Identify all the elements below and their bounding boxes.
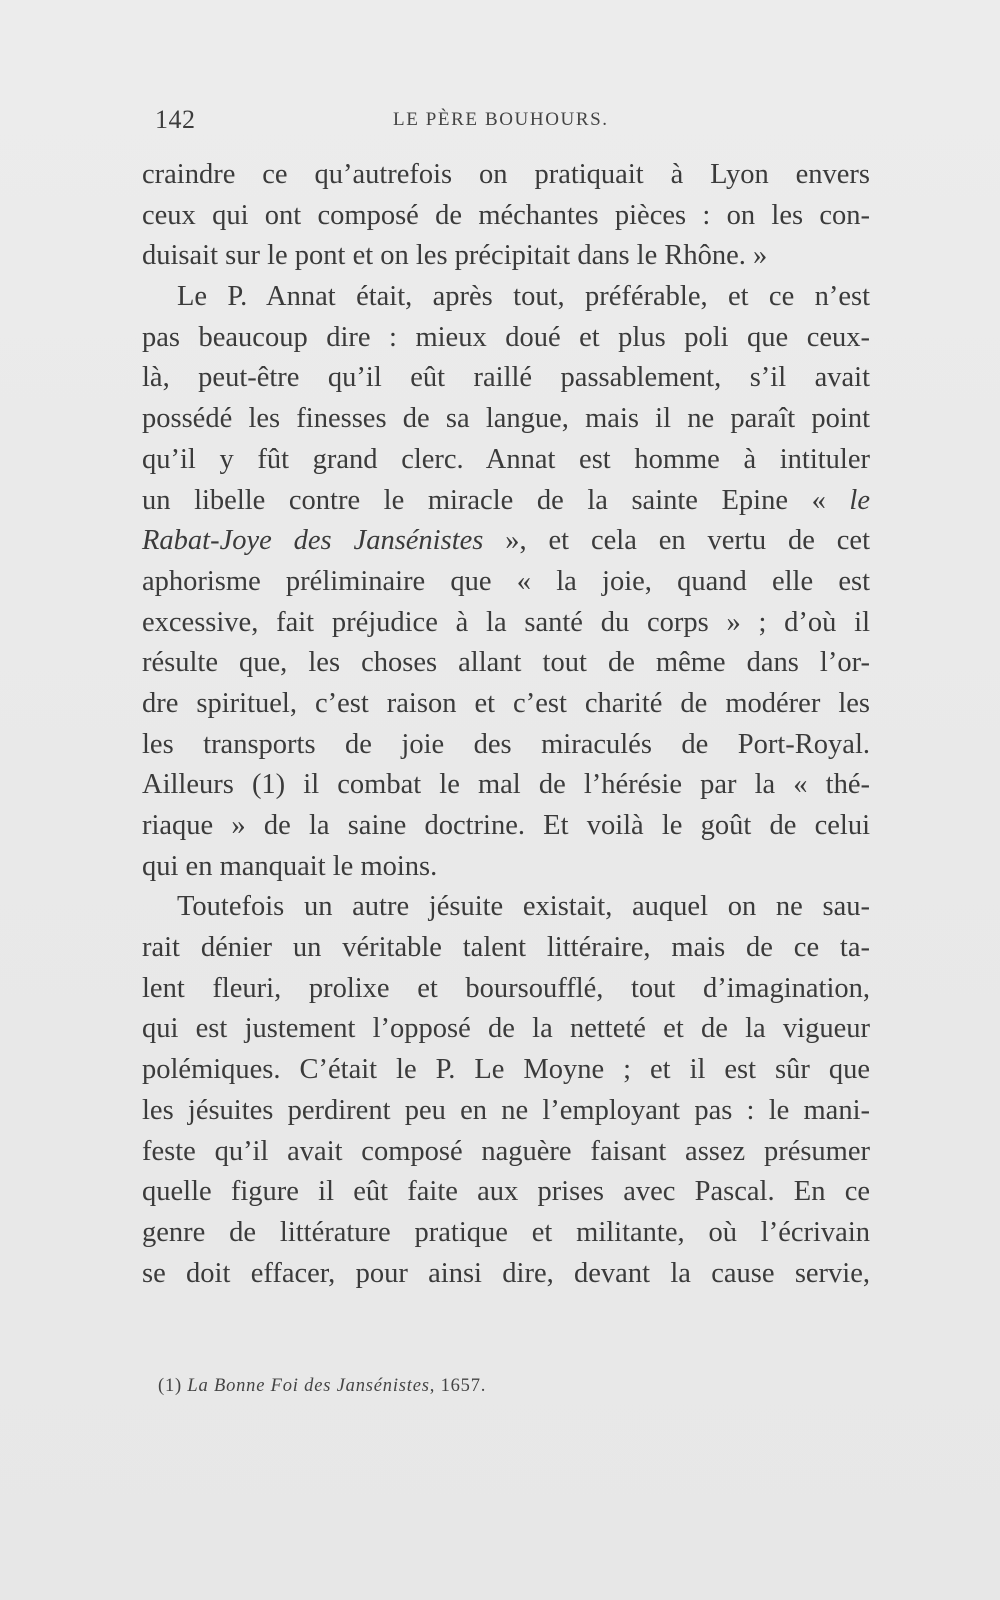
text-line [142, 847, 870, 888]
text-segment: résulte que, les choses allant tout de même dans l’or- [142, 647, 870, 679]
text-line [142, 277, 870, 318]
text-line [142, 1091, 870, 1132]
body-text [142, 155, 870, 1294]
text-line [142, 806, 870, 847]
footnote-rest: , 1657. [429, 1376, 487, 1396]
text-segment: polémiques. C’était le P. Le Moyne ; et il est sûr que [142, 1054, 870, 1086]
text-line [142, 1050, 870, 1091]
footnote-title: La Bonne Foi des Jansénistes [187, 1376, 430, 1396]
text-line [142, 725, 870, 766]
text-segment: Ailleurs (1) il combat le mal de l’hérésie par la « thé- [142, 769, 870, 801]
text-line [142, 887, 870, 928]
text-segment: Le P. Annat était, après tout, préférable, et ce n’est [177, 281, 870, 313]
text-line [142, 196, 870, 237]
footnote-marker: (1) [158, 1376, 188, 1396]
text-segment: un libelle contre le miracle de la sainte Epine « [142, 484, 850, 516]
text-line [142, 399, 870, 440]
text-line [142, 1009, 870, 1050]
text-line [142, 684, 870, 725]
text-segment: ceux qui ont composé de méchantes pièces : on les con- [142, 199, 870, 231]
text-segment: feste qu’il avait composé naguère faisant assez présumer [142, 1135, 870, 1167]
footnote [158, 1376, 486, 1397]
text-line [142, 1132, 870, 1173]
text-segment: quelle figure il eût faite aux prises avec Pascal. En ce [142, 1176, 870, 1208]
text-line [142, 928, 870, 969]
text-line [142, 643, 870, 684]
running-title: LE PÈRE BOUHOURS. [393, 109, 609, 130]
text-segment: pas beaucoup dire : mieux doué et plus poli que ceux- [142, 321, 870, 353]
text-segment: qui est justement l’opposé de la netteté et de la vigueur [142, 1013, 870, 1045]
text-line [142, 358, 870, 399]
text-line [142, 1254, 870, 1295]
text-line [142, 603, 870, 644]
running-head [155, 105, 870, 145]
text-line [142, 440, 870, 481]
text-segment: qui en manquait le moins. [142, 850, 438, 882]
text-line [142, 521, 870, 562]
text-line [142, 562, 870, 603]
text-line [142, 318, 870, 359]
text-segment: les jésuites perdirent peu en ne l’employant pas : le mani- [142, 1094, 870, 1126]
text-line [142, 1172, 870, 1213]
text-segment: genre de littérature pratique et militante, où l’écrivain [142, 1216, 870, 1248]
page-number: 142 [155, 105, 196, 134]
text-segment: lent fleuri, prolixe et boursoufflé, tout d’imagination, [142, 972, 870, 1004]
text-segment: se doit effacer, pour ainsi dire, devant la cause servie, [142, 1257, 870, 1289]
text-segment: dre spirituel, c’est raison et c’est charité de modérer les [142, 687, 870, 719]
text-segment: qu’il y fût grand clerc. Annat est homme à intituler [142, 443, 870, 475]
text-line [142, 1213, 870, 1254]
text-segment: les transports de joie des miraculés de Port-Royal. [142, 728, 870, 760]
italic-text: Rabat-Joye des Jansénistes [142, 525, 484, 557]
text-line [142, 969, 870, 1010]
text-line [142, 155, 870, 196]
text-segment: possédé les finesses de sa langue, mais il ne paraît point [142, 403, 870, 435]
text-segment: là, peut-être qu’il eût raillé passablement, s’il avait [142, 362, 870, 394]
text-segment: excessive, fait préjudice à la santé du corps » ; d’où il [142, 606, 870, 638]
text-segment: aphorisme préliminaire que « la joie, quand elle est [142, 565, 870, 597]
italic-text: le [849, 484, 870, 516]
text-segment: Toutefois un autre jésuite existait, auquel on ne sau- [177, 891, 870, 923]
text-segment: », et cela en vertu de cet [483, 525, 870, 557]
text-line [142, 236, 870, 277]
text-segment: rait dénier un véritable talent littéraire, mais de ce ta- [142, 932, 870, 964]
text-segment: craindre ce qu’autrefois on pratiquait à Lyon envers [142, 159, 870, 190]
text-line [142, 765, 870, 806]
text-segment: duisait sur le pont et on les précipitait dans le Rhône. » [142, 240, 768, 272]
text-segment: riaque » de la saine doctrine. Et voilà le goût de celui [142, 810, 870, 841]
text-line [142, 481, 870, 522]
